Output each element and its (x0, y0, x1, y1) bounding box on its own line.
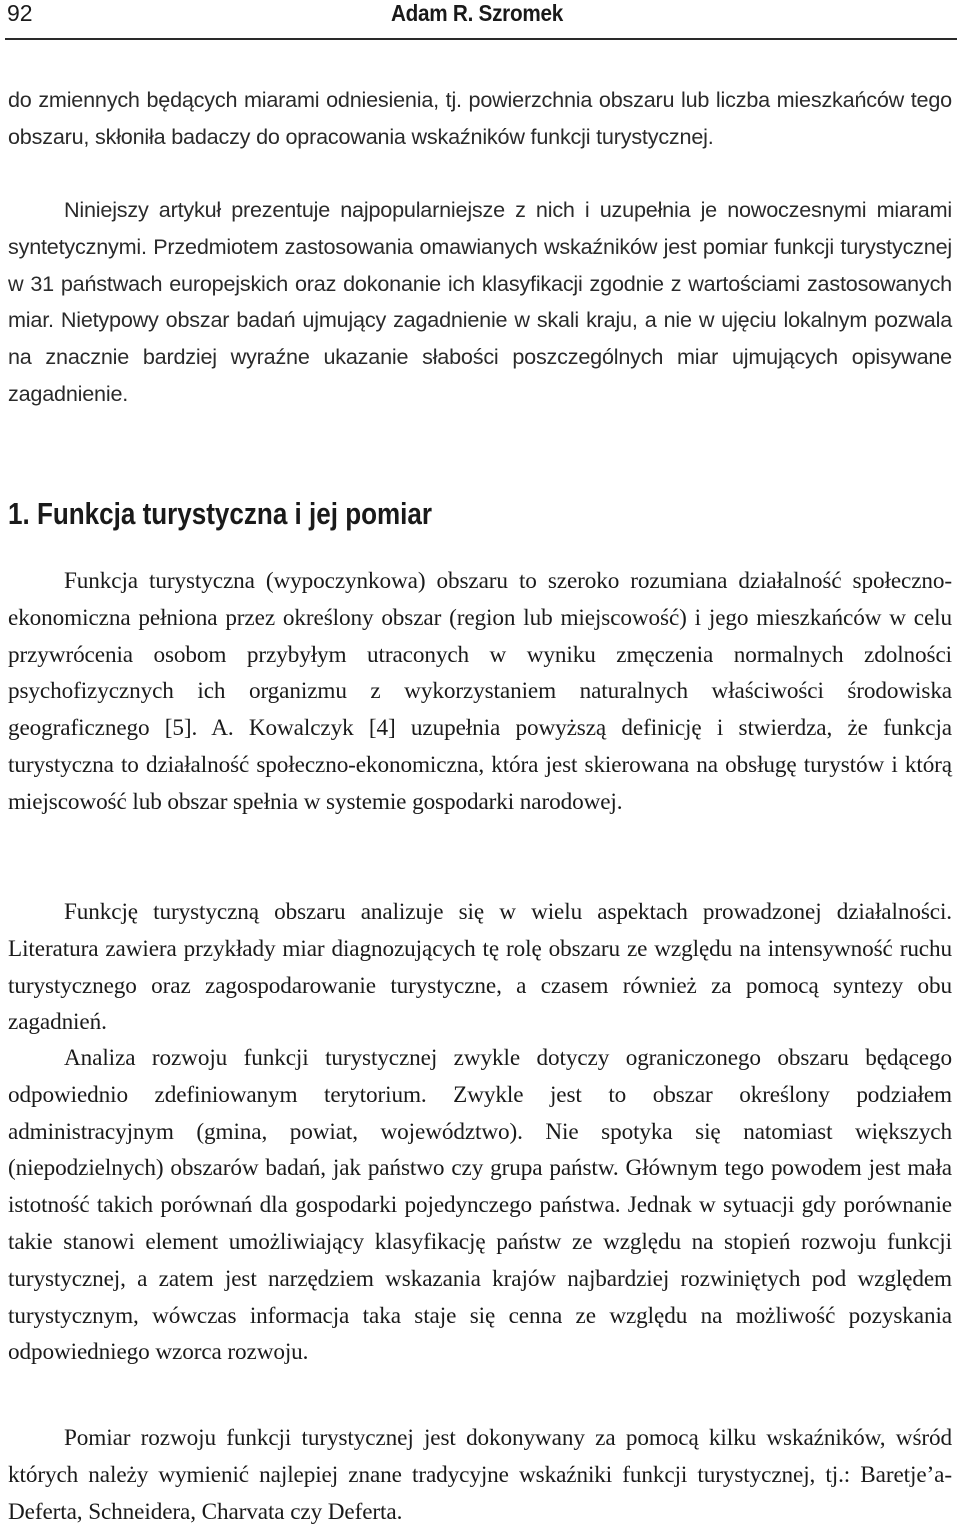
page-header (5, 0, 957, 40)
section-heading: 1. Funkcja turystyczna i jej pomiar (8, 496, 433, 531)
intro-paragraph-2: Niniejszy artykuł prezentuje najpopularniejsze z nich i uzupełnia je nowoczesnymi miarami syntetycznymi. Przedmiotem zastosowania omawianych wskaźników jest pomiar funkcji turystycznej w 31 państwach europejskich oraz dokonanie ich klasyfikacji zgodnie z wartościami zastosowanych miar. Nietypowy obszar badań ujmujący zagadnienie w skali kraju, a nie w ujęciu lokalnym pozwala na znacznie bardziej wyraźne ukazanie słabości poszczególnych miar ujmujących opisywane zagadnienie. (8, 197, 952, 406)
running-head-author: Adam R. Szromek (391, 0, 563, 26)
page-number: 92 (7, 0, 33, 26)
intro-paragraph-1: do zmiennych będących miarami odniesienia, tj. powierzchnia obszaru lub liczba mieszkańców tego obszaru, skłoniła badaczy do opracowania wskaźników funkcji turystycznej. (8, 87, 952, 149)
section-paragraph-3: Analiza rozwoju funkcji turystycznej zwykle dotyczy ograniczonego obszaru będącego odpowiednio zdefiniowanym terytorium. Zwykle jest to obszar określony podziałem administracyjnym (gmina, powiat, województwo). Nie spotyka się natomiast większych (niepodzielnych) obszarów badań, jak państwo czy grupa państw. Głównym tego powodem jest mała istotność takich porównań dla gospodarki pojedynczego państwa. Jednak w sytuacji gdy porównanie takie stanowi element umożliwiający klasyfikację państw ze względu na stopień rozwoju funkcji turystycznej, a zatem jest narzędziem wskazania krajów najbardziej rozwiniętych pod względem turystycznym, wówczas informacja taka staje się cenna ze względu na możliwość pozyskania odpowiedniego wzorca rozwoju. (8, 1045, 952, 1366)
section-paragraph-2: Funkcję turystyczną obszaru analizuje się w wielu aspektach prowadzonej działalności. Literatura zawiera przykłady miar diagnozujących tę rolę obszaru ze względu na intensywność ruchu turystycznego oraz zagospodarowanie turystyczne, a czasem również za pomocą syntezy obu zagadnień. (8, 899, 952, 1036)
section-paragraph-4: Pomiar rozwoju funkcji turystycznej jest dokonywany za pomocą kilku wskaźników, wśród których należy wymienić najlepiej znane tradycyjne wskaźniki funkcji turystycznej, tj.: Baretje’a-Deferta, Schneidera, Charvata czy Deferta. (8, 1425, 952, 1525)
section-paragraph-1: Funkcja turystyczna (wypoczynkowa) obszaru to szeroko rozumiana działalność społeczno-ekonomiczna pełniona przez określony obszar (region lub miejscowość) i jego mieszkańców w celu przywrócenia osobom przybyłym utraconych w wyniku zmęczenia normalnych zdolności psychofizycznych ich organizmu z wykorzystaniem naturalnych właściwości środowiska geograficznego [5]. A. Kowalczyk [4] uzupełnia powyższą definicję i stwierdza, że funkcja turystyczna to działalność społeczno-ekonomiczna, która jest skierowana na obsługę turystów i którą miejscowość lub obszar spełnia w systemie gospodarki narodowej. (8, 568, 952, 815)
